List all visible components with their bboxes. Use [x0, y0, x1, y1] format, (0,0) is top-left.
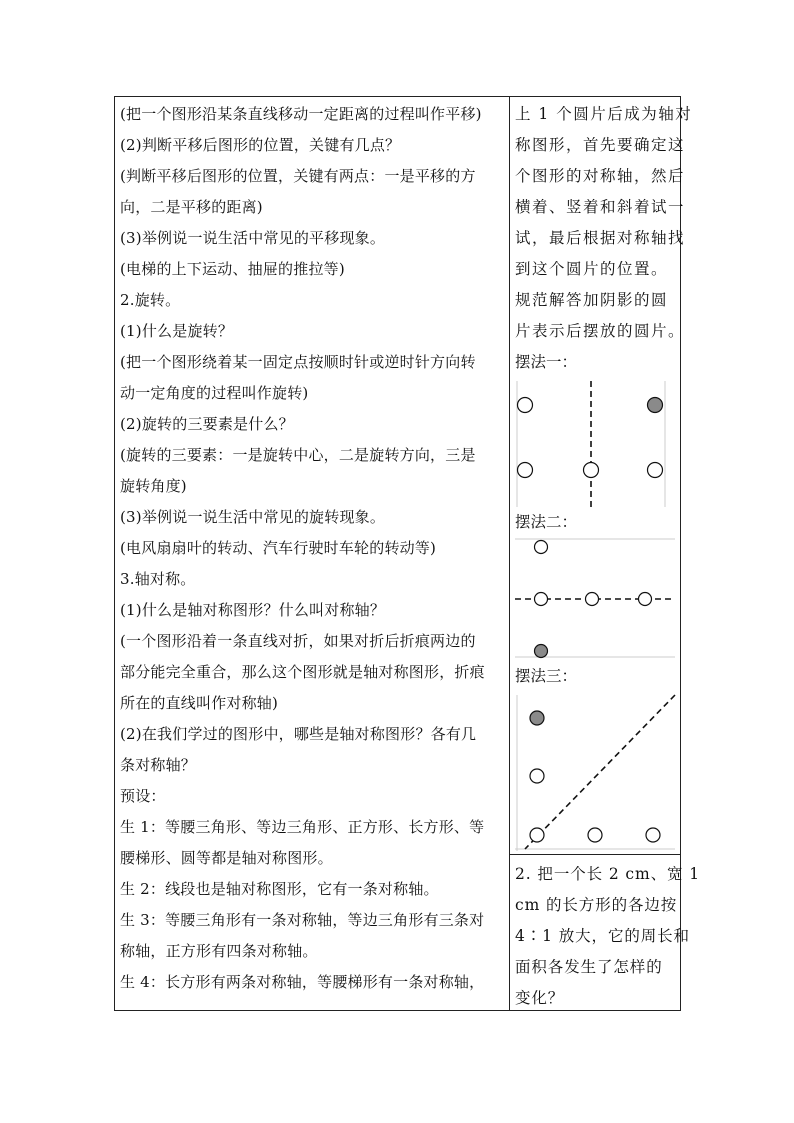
left-lines-line: (电梯的上下运动、抽屉的推拉等) [120, 260, 345, 278]
circle [535, 593, 548, 606]
circle [588, 828, 602, 842]
left-lines-line: (2)判断平移后图形的位置，关键有几点？ [120, 136, 401, 154]
circle [530, 828, 544, 842]
lesson-table [114, 96, 700, 1011]
left-lines-line: (一个图形沿着一条直线对折，如果对折后折痕两边的 [120, 632, 476, 650]
left-column [120, 99, 505, 998]
right-column [515, 99, 700, 1007]
left-lines-line: 生 2：线段也是轴对称图形，它有一条对称轴。 [120, 880, 439, 898]
circle [518, 398, 533, 413]
left-lines-line: 所在的直线叫作对称轴) [120, 694, 279, 712]
right-top-lines-line: 规范解答加阴影的圆 [515, 291, 669, 309]
right-bottom-lines-line: 4∶1 放大，它的周长和 [515, 927, 690, 945]
left-lines-line: 预设： [120, 787, 166, 805]
right-top-text [515, 99, 693, 347]
right-top-lines-line: 称图形，首先要确定这 [515, 136, 686, 154]
right-bottom-lines-line: 变化？ [515, 989, 565, 1007]
left-lines-line: (3)举例说一说生活中常见的平移现象。 [120, 229, 386, 247]
right-bottom-lines-line: 面积各发生了怎样的 [515, 958, 663, 976]
left-lines-line: (1)什么是轴对称图形？什么叫对称轴？ [120, 601, 386, 619]
left-lines-line: 生 3：等腰三角形有一条对称轴，等边三角形有三条对 [120, 911, 485, 929]
method-two-figure [515, 539, 677, 659]
circle [646, 828, 660, 842]
left-lines-line: (2)旋转的三要素是什么？ [120, 415, 294, 433]
left-lines-line: (旋转的三要素：一是旋转中心，二是旋转方向，三是 [120, 446, 476, 464]
left-lines-line: 腰梯形、圆等都是轴对称图形。 [120, 849, 333, 867]
column-divider [509, 97, 510, 1010]
method-one-label: 摆法一： [515, 353, 578, 371]
left-lines-line: (把一个图形绕着某一固定点按顺时针或逆时针方向转 [120, 353, 476, 371]
circle [586, 593, 599, 606]
left-lines-line: (1)什么是旋转？ [120, 322, 234, 340]
left-lines-line: 部分能完全重合，那么这个图形就是轴对称图形，折痕 [120, 663, 485, 681]
shaded-circle [530, 711, 544, 725]
shaded-circle [648, 398, 663, 413]
method-two-label: 摆法二： [515, 513, 578, 531]
method-one-figure [515, 381, 677, 507]
circle [535, 541, 548, 554]
right-top-lines-line: 上 1 个圆片后成为轴对 [515, 105, 693, 123]
circle [584, 463, 599, 478]
row-divider [509, 854, 680, 855]
right-top-lines-line: 到这个圆片的位置。 [515, 260, 669, 278]
left-lines-line: (判断平移后图形的位置，关键有两点：一是平移的方 [120, 167, 476, 185]
left-lines-line: (3)举例说一说生活中常见的旋转现象。 [120, 508, 386, 526]
left-lines-line: 生 4：长方形有两条对称轴，等腰梯形有一条对称轴， [120, 973, 485, 991]
circle [518, 463, 533, 478]
right-top-lines-line: 试，最后根据对称轴找 [515, 229, 686, 247]
left-lines-line: 3.轴对称。 [120, 570, 196, 588]
method-three-label: 摆法三： [515, 667, 578, 685]
circle [639, 593, 652, 606]
circle [530, 769, 544, 783]
shaded-circle [535, 645, 548, 658]
left-lines-line: 2.旋转。 [120, 291, 181, 309]
left-lines-line: 旋转角度) [120, 477, 187, 495]
right-top-lines-line: 个图形的对称轴，然后 [515, 167, 686, 185]
left-lines-line: (把一个图形沿某条直线移动一定距离的过程叫作平移) [120, 105, 482, 123]
circle [648, 463, 663, 478]
method-three-figure [515, 695, 677, 851]
left-lines-line: 动一定角度的过程叫作旋转) [120, 384, 309, 402]
left-lines-line: 条对称轴？ [120, 756, 197, 774]
left-lines-line: 称轴，正方形有四条对称轴。 [120, 942, 318, 960]
left-lines-line: (2)在我们学过的图形中，哪些是轴对称图形？各有几 [120, 725, 477, 743]
left-lines-line: (电风扇扇叶的转动、汽车行驶时车轮的转动等) [120, 539, 437, 557]
right-top-lines-line: 横着、竖着和斜着试一 [515, 198, 686, 216]
right-bottom-lines-line: 2. 把一个长 2 cm、宽 1 [515, 865, 700, 883]
symmetry-axis-diagonal [525, 695, 675, 849]
left-lines-line: 生 1：等腰三角形、等边三角形、正方形、长方形、等 [120, 818, 485, 836]
left-lines-line: 向，二是平移的距离) [120, 198, 263, 216]
right-top-lines-line: 片表示后摆放的圆片。 [515, 322, 686, 340]
right-bottom-lines-line: cm 的长方形的各边按 [515, 896, 678, 914]
right-bottom-text [515, 859, 700, 1014]
